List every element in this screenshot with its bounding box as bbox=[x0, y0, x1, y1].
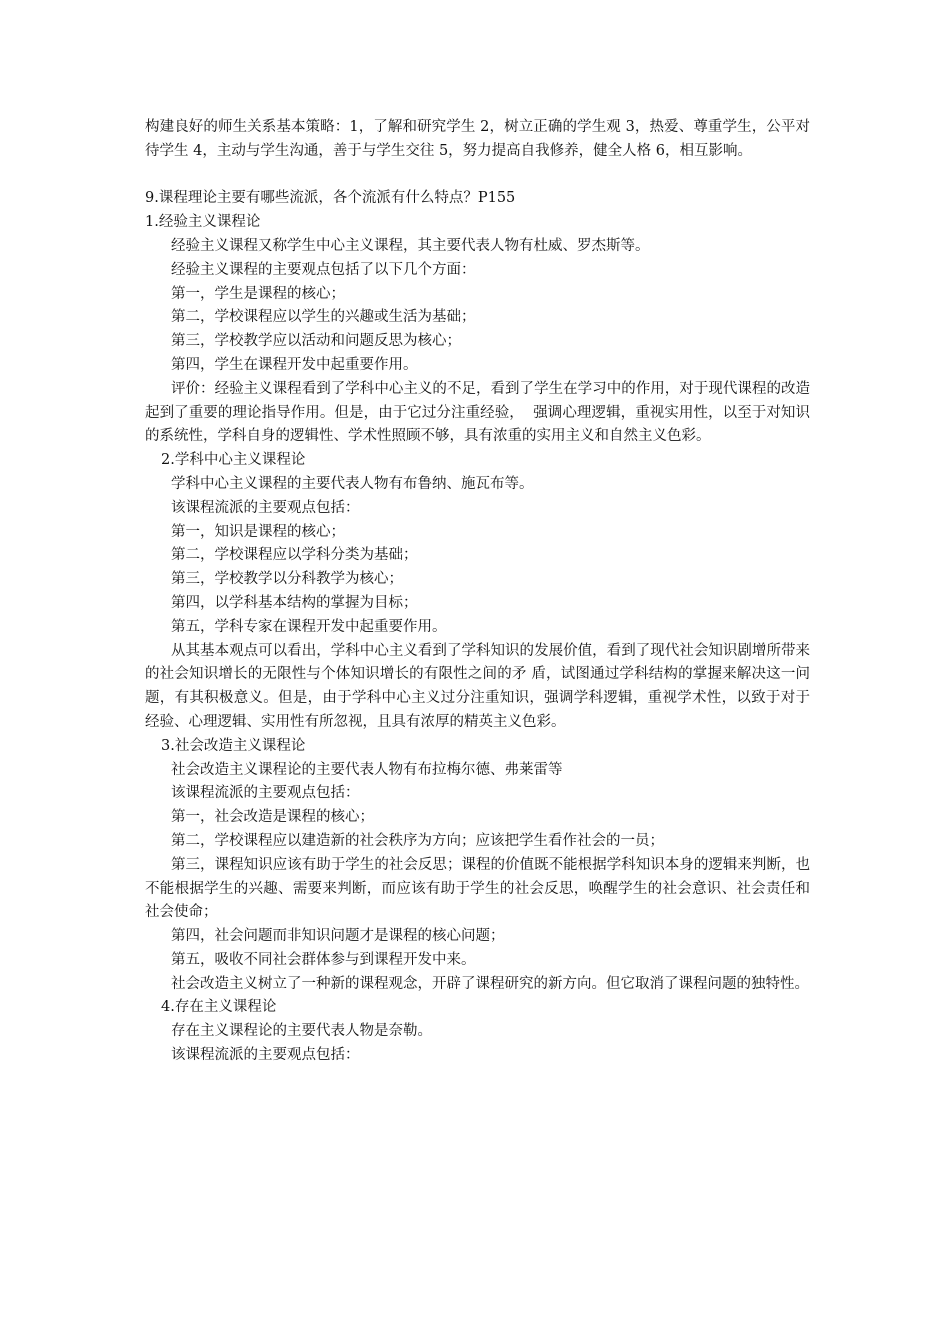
paragraph: 社会改造主义课程论的主要代表人物有布拉梅尔德、弗莱雷等 bbox=[171, 761, 563, 778]
paragraph: 该课程流派的主要观点包括： bbox=[171, 785, 360, 802]
section-experientialism bbox=[145, 211, 810, 449]
evaluation-paragraph: 社会改造主义树立了一种新的课程观念，开辟了课程研究的新方向。但它取消了课程问题的独特性。 bbox=[171, 975, 809, 992]
paragraph: 第三，学校教学以分科教学为核心； bbox=[171, 571, 403, 588]
paragraph: 该课程流派的主要观点包括： bbox=[171, 499, 360, 516]
paragraph: 学科中心主义课程的主要代表人物有布鲁纳、施瓦布等。 bbox=[171, 475, 534, 492]
section-heading: 4.存在主义课程论 bbox=[161, 999, 277, 1016]
paragraph: 第一，学生是课程的核心； bbox=[171, 285, 345, 302]
paragraph: 第四，学生在课程开发中起重要作用。 bbox=[171, 356, 418, 373]
section-social-reconstruction bbox=[145, 735, 810, 997]
intro-paragraph: 构建良好的师生关系基本策略：1，了解和研究学生 2，树立正确的学生观 3，热爱、尊重学生，公平对待学生 4，主动与学生沟通，善于与学生交往 5，努力提高自我修养，健全人格 6，相互影响。 bbox=[145, 119, 810, 159]
paragraph: 第四，以学科基本结构的掌握为目标； bbox=[171, 594, 418, 611]
paragraph: 第五，学科专家在课程开发中起重要作用。 bbox=[171, 618, 447, 635]
paragraph: 经验主义课程又称学生中心主义课程，其主要代表人物有杜威、罗杰斯等。 bbox=[171, 237, 650, 254]
question-heading: 9.课程理论主要有哪些流派，各个流派有什么特点？P155 bbox=[145, 190, 516, 207]
section-heading: 3.社会改造主义课程论 bbox=[161, 737, 306, 754]
evaluation-paragraph: 从其基本观点可以看出，学科中心主义看到了学科知识的发展价值，看到了现代社会知识剧增所带来的社会知识增长的无限性与个体知识增长的有限性之间的矛 盾，试图通过学科结构的掌握来解决这一问题，有其积极意义。但是，由于学科中心主义过分注重知识，强调学科逻辑，重视学术性，以致于对于经验、心理逻辑、实用性有所忽视，且具有浓厚的精英主义色彩。 bbox=[145, 642, 810, 730]
paragraph: 第二，学校课程应以建造新的社会秩序为方向；应该把学生看作社会的一员； bbox=[171, 832, 664, 849]
paragraph: 存在主义课程论的主要代表人物是奈勒。 bbox=[171, 1023, 432, 1040]
evaluation-paragraph: 评价：经验主义课程看到了学科中心主义的不足，看到了学生在学习中的作用，对于现代课程的改造起到了重要的理论指导作用。但是，由于它过分注重经验， 强调心理逻辑，重视实用性，以至于对知识的系统性，学科自身的逻辑性、学术性照顾不够，具有浓重的实用主义和自然主义色彩。 bbox=[145, 380, 810, 445]
section-heading: 2.学科中心主义课程论 bbox=[161, 452, 306, 469]
paragraph: 第三，学校教学应以活动和问题反思为核心； bbox=[171, 333, 461, 350]
paragraph: 第四，社会问题而非知识问题才是课程的核心问题； bbox=[171, 928, 505, 945]
section-heading: 1.经验主义课程论 bbox=[145, 214, 261, 231]
paragraph: 该课程流派的主要观点包括： bbox=[171, 1047, 360, 1064]
paragraph: 第二，学校课程应以学科分类为基础； bbox=[171, 547, 418, 564]
paragraph: 第一，知识是课程的核心； bbox=[171, 523, 345, 540]
paragraph: 第五，吸收不同社会群体参与到课程开发中来。 bbox=[171, 951, 476, 968]
blank-line bbox=[145, 164, 810, 188]
section-subject-centered bbox=[145, 449, 810, 735]
document-page bbox=[145, 116, 810, 1068]
paragraph: 第三，课程知识应该有助于学生的社会反思；课程的价值既不能根据学科知识本身的逻辑来判断，也不能根据学生的兴趣、需要来判断，而应该有助于学生的社会反思，唤醒学生的社会意识、社会责任和社会使命； bbox=[145, 856, 810, 921]
section-existentialism bbox=[145, 996, 810, 1067]
paragraph: 第二，学校课程应以学生的兴趣或生活为基础； bbox=[171, 309, 476, 326]
paragraph: 经验主义课程的主要观点包括了以下几个方面： bbox=[171, 261, 476, 278]
paragraph: 第一，社会改造是课程的核心； bbox=[171, 809, 374, 826]
